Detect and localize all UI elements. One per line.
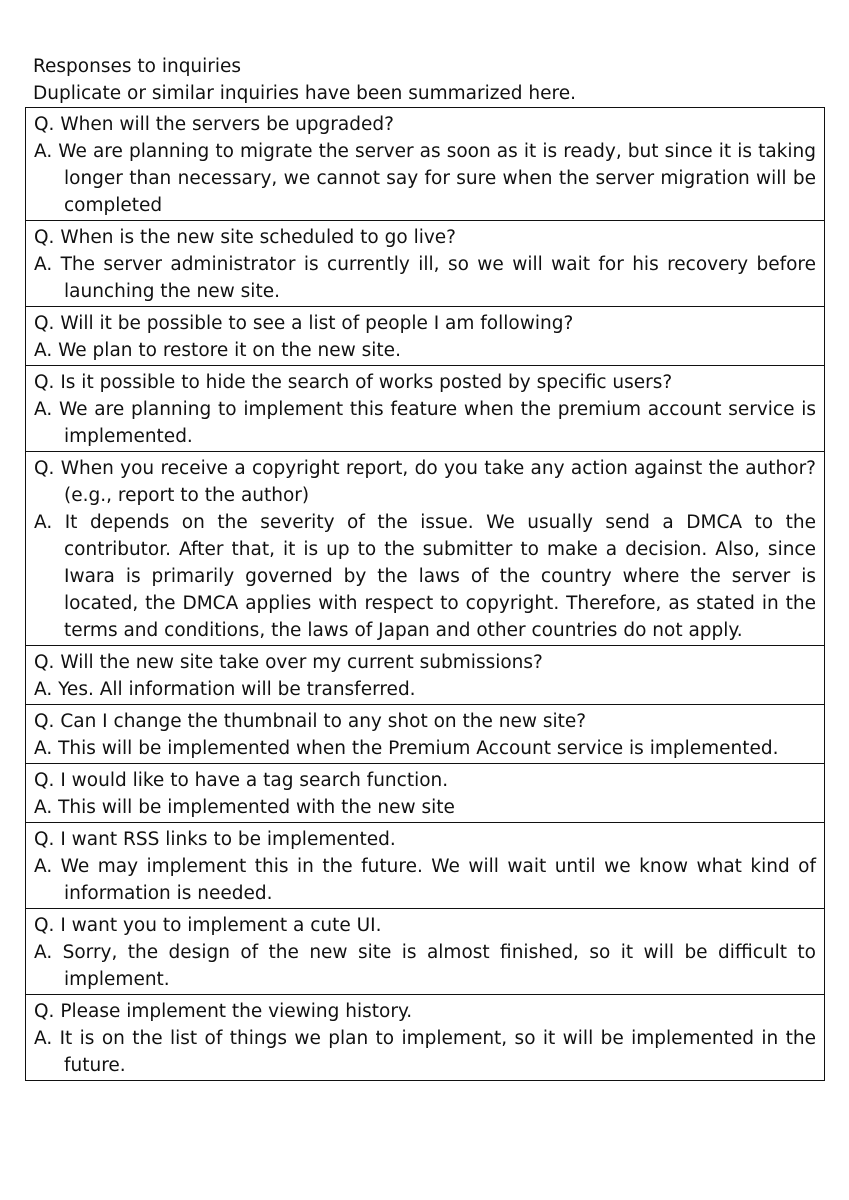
faq-row-7 xyxy=(26,705,825,764)
faq-answer: A. This will be implemented with the new site xyxy=(34,797,455,818)
faq-answer: A. Sorry, the design of the new site is almost finished, so it will be difficult to implement. xyxy=(34,942,816,990)
faq-row-6 xyxy=(26,646,825,705)
faq-answer: A. The server administrator is currently ill, so we will wait for his recovery before launching the new site. xyxy=(34,254,816,302)
document-title: Responses to inquiries xyxy=(33,56,242,77)
faq-row-2 xyxy=(26,221,825,307)
faq-question: Q. When will the servers be upgraded? xyxy=(34,114,394,135)
faq-row-5 xyxy=(26,452,825,646)
faq-row-10 xyxy=(26,909,825,995)
faq-row-11 xyxy=(26,995,825,1081)
faq-row-1 xyxy=(26,108,825,221)
faq-question: Q. When is the new site scheduled to go live? xyxy=(34,227,456,248)
faq-answer: A. This will be implemented when the Premium Account service is implemented. xyxy=(34,738,779,759)
faq-question: Q. Can I change the thumbnail to any shot on the new site? xyxy=(34,711,587,732)
faq-row-8 xyxy=(26,764,825,823)
faq-answer: A. Yes. All information will be transferred. xyxy=(34,679,416,700)
faq-answer: A. It is on the list of things we plan to implement, so it will be implemented in the future. xyxy=(34,1028,816,1076)
faq-row-3 xyxy=(26,307,825,366)
document-page xyxy=(25,53,825,1081)
faq-answer: A. It depends on the severity of the issue. We usually send a DMCA to the contributor. After that, it is up to the submitter to make a decision. Also, since Iwara is primarily governed by the laws of the country where the server is located, the DMCA applies with respect to copyright. Therefore, as stated in the terms and conditions, the laws of Japan and other countries do not apply. xyxy=(34,512,816,641)
faq-question: Q. When you receive a copyright report, do you take any action against the author? (e.g., report to the author) xyxy=(34,458,816,506)
faq-row-4 xyxy=(26,366,825,452)
faq-row-9 xyxy=(26,823,825,909)
faq-answer: A. We may implement this in the future. We will wait until we know what kind of information is needed. xyxy=(34,856,816,904)
faq-answer: A. We plan to restore it on the new site. xyxy=(34,340,401,361)
faq-question: Q. Is it possible to hide the search of works posted by specific users? xyxy=(34,372,673,393)
faq-question: Q. I want you to implement a cute UI. xyxy=(34,915,382,936)
faq-table xyxy=(25,107,825,1081)
faq-answer: A. We are planning to migrate the server as soon as it is ready, but since it is taking longer than necessary, we cannot say for sure when the server migration will be completed xyxy=(34,141,816,216)
faq-question: Q. Will the new site take over my current submissions? xyxy=(34,652,543,673)
faq-question: Q. I would like to have a tag search function. xyxy=(34,770,449,791)
faq-question: Q. I want RSS links to be implemented. xyxy=(34,829,396,850)
faq-answer: A. We are planning to implement this feature when the premium account service is implemented. xyxy=(34,399,816,447)
faq-question: Q. Will it be possible to see a list of people I am following? xyxy=(34,313,574,334)
faq-question: Q. Please implement the viewing history. xyxy=(34,1001,413,1022)
document-subtitle: Duplicate or similar inquiries have been summarized here. xyxy=(33,83,577,104)
